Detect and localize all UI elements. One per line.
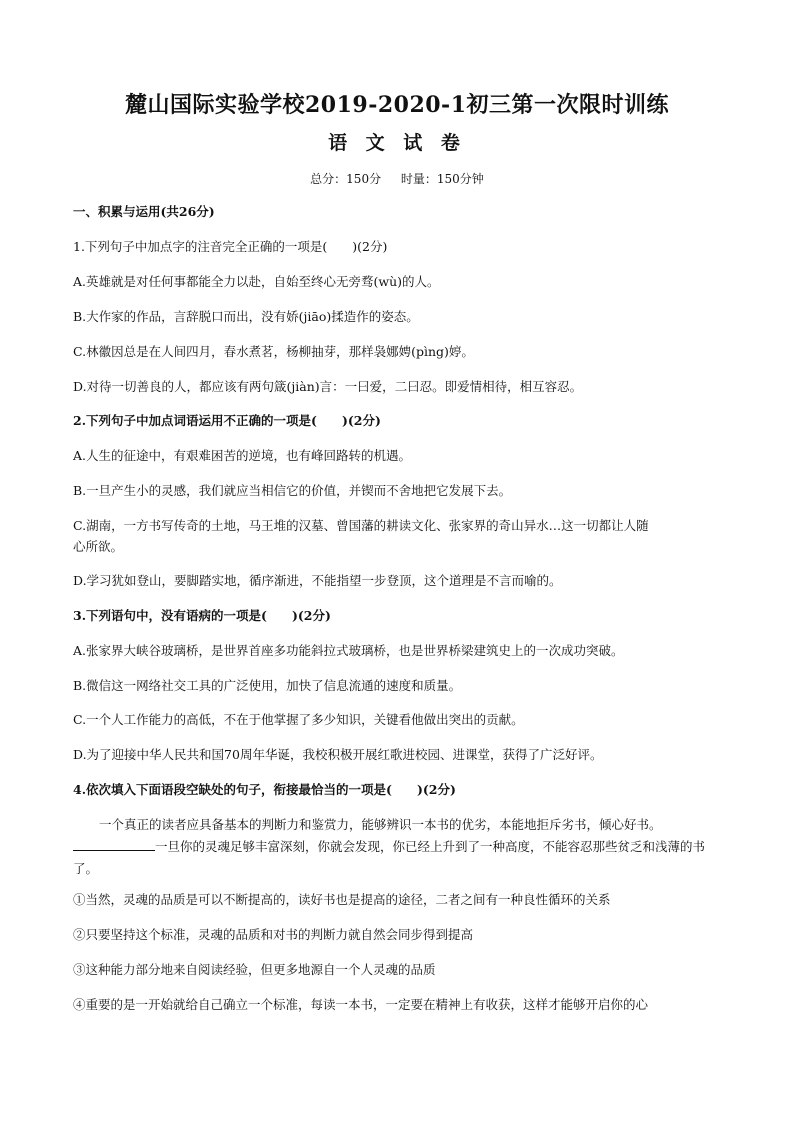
question-4-stem: 4.依次填入下面语段空缺处的句子，衔接最恰当的一项是( )(2分) <box>73 782 456 797</box>
question-4-sentence-2: ②只要坚持这个标准，灵魂的品质和对书的判断力就自然会同步得到提高 <box>73 927 474 942</box>
question-1-option-d: D.对待一切善良的人，都应该有两句箴(jiàn)言：一曰爱，二曰忍。即爱情相待，相互容忍。 <box>73 379 583 394</box>
question-1-option-c: C.林徽因总是在人间四月，春水煮茗，杨柳抽芽，那样袅娜娉(pìng)婷。 <box>73 344 474 359</box>
question-2-option-a: A.人生的征途中，有艰难困苦的逆境，也有峰回路转的机遇。 <box>73 448 412 463</box>
exam-meta <box>0 170 794 187</box>
question-3-option-b: B.微信这一网络社交工具的广泛使用，加快了信息流通的速度和质量。 <box>73 678 462 693</box>
total-score: 总分：150分 <box>310 172 382 186</box>
time-limit: 时量：150分钟 <box>400 172 484 186</box>
fill-blank <box>73 838 155 851</box>
question-2-option-d: D.学习犹如登山，要脚踏实地，循序渐进，不能指望一步登顶，这个道理是不言而喻的。 <box>73 573 562 588</box>
question-3-option-a: A.张家界大峡谷玻璃桥，是世界首座多功能斜拉式玻璃桥，也是世界桥梁建筑史上的一次成功突破。 <box>73 643 624 658</box>
question-2-stem: 2.下列句子中加点词语运用不正确的一项是( )(2分) <box>73 413 381 428</box>
passage-part-1: 一个真正的读者应具备基本的判断力和鉴赏力，能够辨识一本书的优劣，本能地拒斥劣书，倾心好书。 <box>99 817 662 832</box>
question-2-option-c-line1: C.湖南，一方书写传奇的土地，马王堆的汉墓、曾国藩的耕读文化、张家界的奇山异水…这一切都让人随 <box>73 518 649 533</box>
question-2-option-c-line2: 心所欲。 <box>73 539 124 554</box>
question-1-stem: 1.下列句子中加点字的注音完全正确的一项是( )(2分) <box>73 239 388 254</box>
question-3-option-c: C.一个人工作能力的高低，不在于他掌握了多少知识，关键看他做出突出的贡献。 <box>73 712 524 727</box>
question-4-sentence-4: ④重要的是一开始就给自己确立一个标准，每读一本书，一定要在精神上有收获，这样才能够开启你的心 <box>73 997 649 1012</box>
passage-part-2: 一旦你的灵魂足够丰富深刻，你就会发现，你已经上升到了一种高度，不能容忍那些贫乏和浅薄的书了。 <box>73 839 706 876</box>
question-4-sentence-3: ③这种能力部分地来自阅读经验，但更多地源自一个人灵魂的品质 <box>73 962 436 977</box>
section-heading: 一、积累与运用(共26分) <box>73 204 215 219</box>
question-1-option-b: B.大作家的作品，言辞脱口而出，没有娇(jiāo)揉造作的姿态。 <box>73 309 419 324</box>
question-3-stem: 3.下列语句中，没有语病的一项是( )(2分) <box>73 608 331 623</box>
question-1-option-a: A.英雄就是对任何事都能全力以赴，自始至终心无旁骛(wù)的人。 <box>73 274 440 289</box>
question-2-option-b: B.一旦产生小的灵感，我们就应当相信它的价值，并锲而不舍地把它发展下去。 <box>73 483 512 498</box>
question-4-passage <box>73 814 723 880</box>
exam-title: 麓山国际实验学校2019-2020-1初三第一次限时训练 <box>124 92 670 118</box>
question-3-option-d: D.为了迎接中华人民共和国70周年华诞，我校积极开展红歌进校园、进课堂，获得了广泛好评。 <box>73 747 603 762</box>
exam-subtitle: 语 文 试 卷 <box>328 132 466 154</box>
question-4-sentence-1: ①当然，灵魂的品质是可以不断提高的，读好书也是提高的途径，二者之间有一种良性循环的关系 <box>73 892 611 907</box>
